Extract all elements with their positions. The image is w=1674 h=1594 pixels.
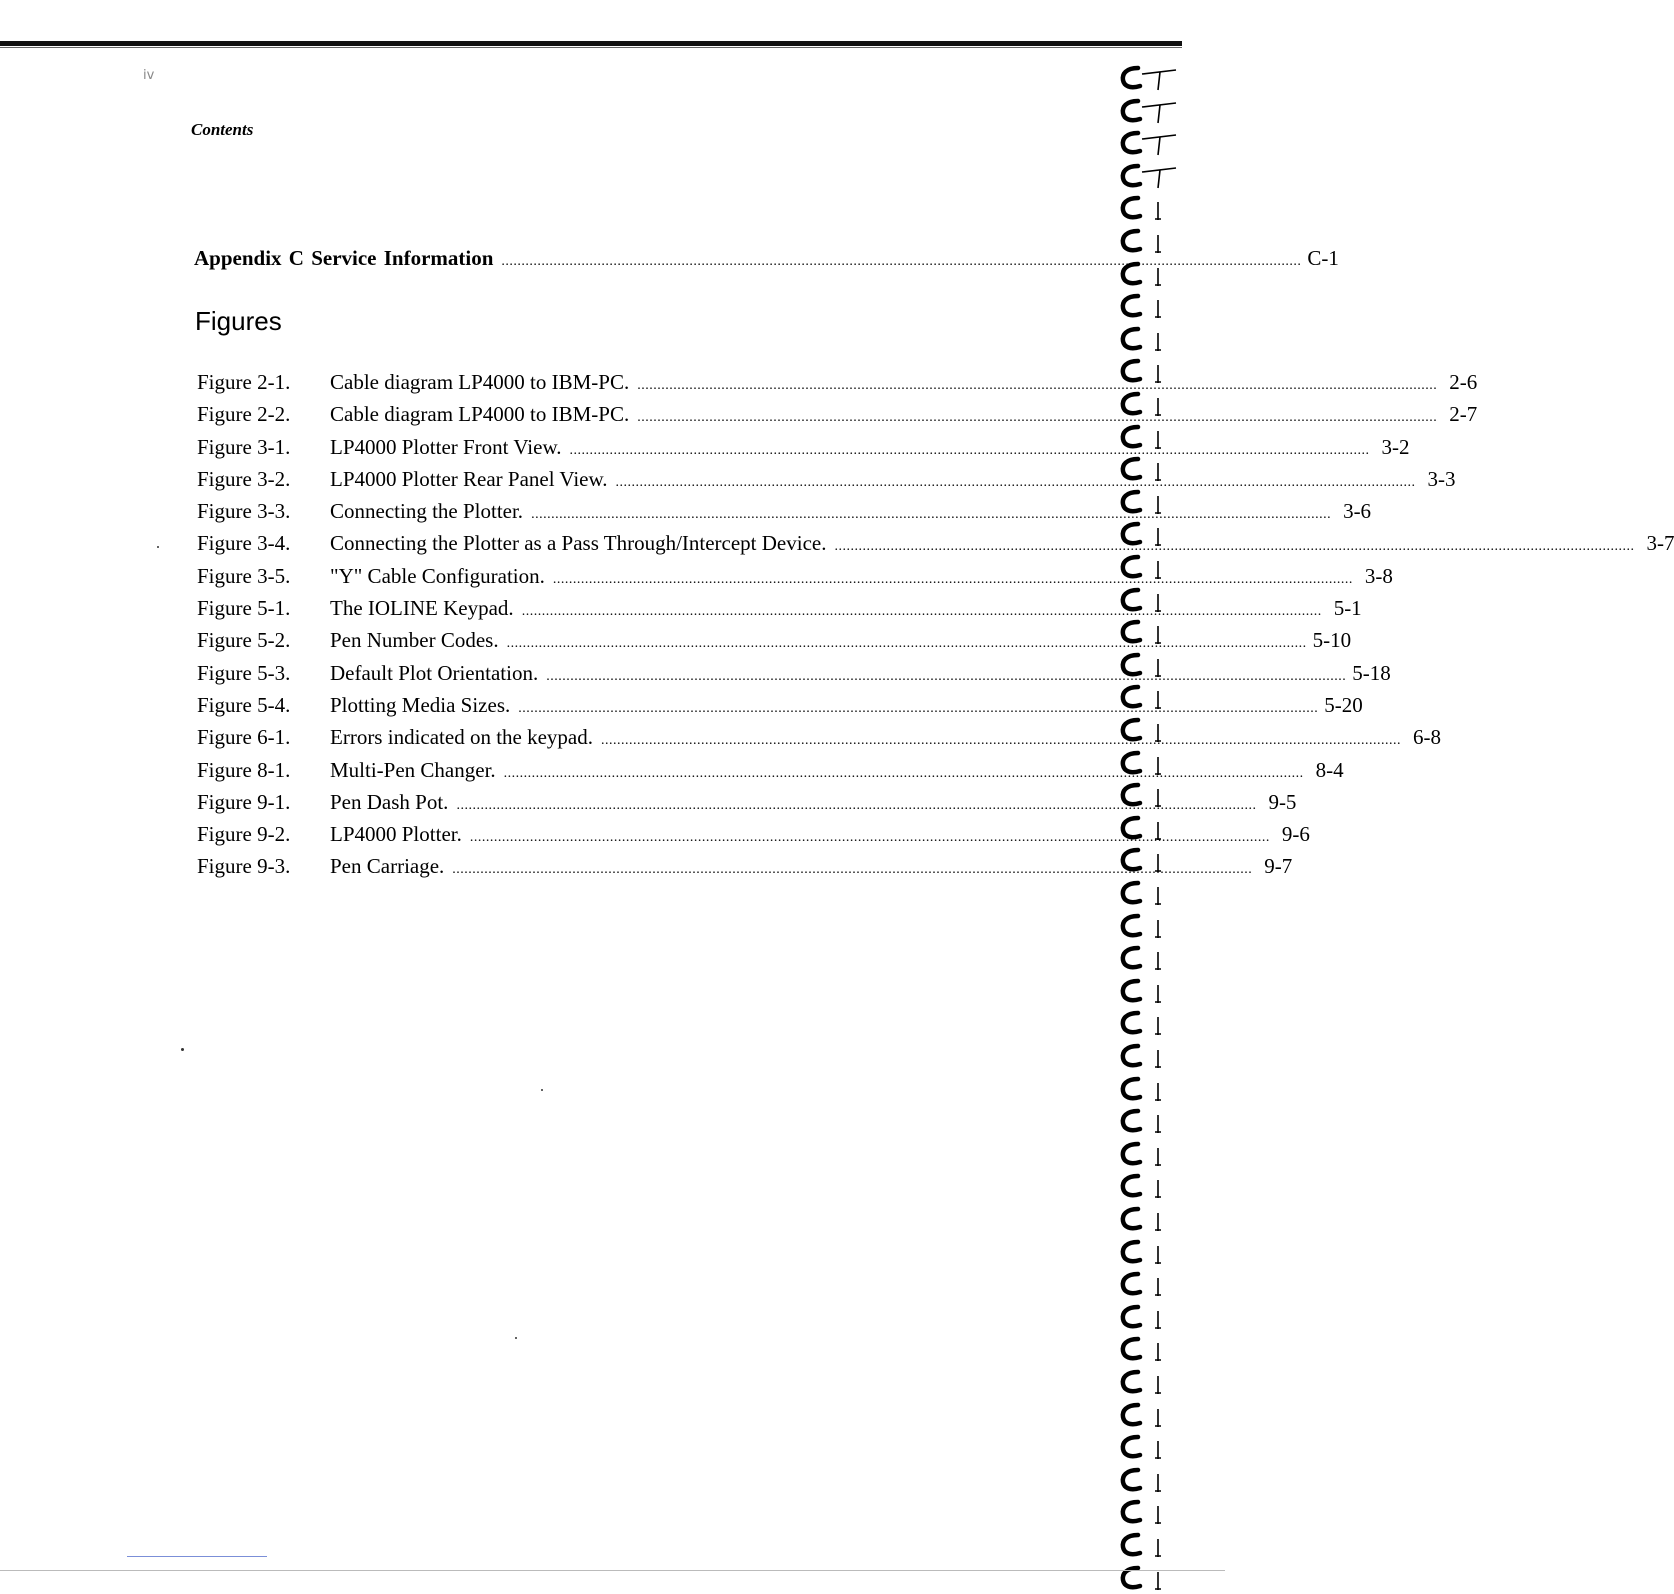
dot-leader: ........................................................................................................................................................................................................ — [637, 378, 1438, 393]
figure-label: Figure 5-4. — [197, 692, 291, 717]
appendix-page-number: C-1 — [1307, 246, 1339, 270]
figure-entry[interactable] — [197, 466, 1456, 499]
binding-ring — [1118, 194, 1184, 224]
figure-entry[interactable] — [197, 628, 1352, 660]
figure-entry[interactable] — [197, 692, 1363, 725]
dot-leader: ........................................................................................................................................................................................................ — [552, 571, 1353, 587]
figure-page-number: 9-7 — [1264, 854, 1293, 879]
stray-mark — [181, 1048, 184, 1051]
figure-label: Figure 3-4. — [197, 531, 291, 556]
figure-page-number: 3-2 — [1381, 434, 1410, 459]
dot-leader: ........................................................................................................................................................................................................ — [469, 830, 1270, 846]
figure-title: Pen Carriage. — [330, 854, 445, 879]
binding-ring — [1118, 977, 1184, 1007]
binding-ring — [1118, 1368, 1184, 1398]
dot-leader: ........................................................................................................................................................................................................ — [452, 862, 1253, 878]
figure-label: Figure 8-1. — [197, 757, 291, 782]
figure-list — [197, 370, 1674, 887]
appendix-c-entry[interactable] — [194, 246, 1339, 272]
dot-leader: ........................................................................................................................................................................................................ — [503, 765, 1304, 781]
dot-leader: ........................................................................................................................................................................................................ — [501, 254, 1302, 269]
binding-ring — [1118, 651, 1184, 681]
binding-ring — [1118, 1075, 1184, 1105]
binding-ring — [1118, 520, 1184, 550]
binding-ring — [1118, 716, 1184, 746]
binding-ring — [1118, 64, 1184, 94]
dot-leader: ........................................................................................................................................................................................................ — [521, 604, 1322, 620]
figure-page-number: 8-4 — [1315, 757, 1344, 782]
figure-page-number: 5-1 — [1333, 596, 1362, 621]
figure-title: Pen Number Codes. — [330, 628, 499, 653]
binding-ring — [1118, 879, 1184, 909]
dot-leader: ........................................................................................................................................................................................................ — [506, 636, 1307, 652]
figure-title: LP4000 Plotter. — [330, 822, 462, 847]
binding-ring — [1118, 1205, 1184, 1235]
figure-title: LP4000 Plotter Rear Panel View. — [330, 466, 608, 491]
stray-mark — [541, 1089, 543, 1091]
dot-leader: ........................................................................................................................................................................................................ — [601, 733, 1401, 749]
binding-ring — [1118, 1042, 1184, 1072]
binding-ring — [1118, 1564, 1184, 1594]
figure-label: Figure 3-1. — [197, 434, 291, 459]
binding-ring — [1118, 1498, 1184, 1528]
dot-leader: ........................................................................................................................................................................................................ — [637, 410, 1438, 426]
stray-mark — [157, 546, 159, 548]
figure-entry[interactable] — [197, 499, 1372, 531]
figure-page-number: 3-6 — [1343, 499, 1372, 524]
binding-ring — [1118, 1433, 1184, 1463]
binding-ring — [1118, 1335, 1184, 1365]
figure-page-number: 9-6 — [1281, 822, 1310, 847]
binding-ring — [1118, 390, 1184, 420]
figure-entry[interactable] — [197, 434, 1410, 467]
binding-ring — [1118, 553, 1184, 583]
figure-entry[interactable] — [197, 854, 1293, 886]
figure-entry[interactable] — [197, 596, 1362, 628]
figure-title: Cable diagram LP4000 to IBM-PC. — [330, 402, 630, 427]
binding-ring — [1118, 1140, 1184, 1170]
figure-title: Connecting the Plotter as a Pass Through/Intercept Device. — [330, 531, 827, 556]
running-head: Contents — [191, 120, 254, 139]
figures-heading: Figures — [195, 306, 282, 336]
figure-entry[interactable] — [197, 402, 1478, 434]
binding-ring — [1118, 357, 1184, 387]
figure-page-number: 5-10 — [1312, 628, 1352, 653]
appendix-title: Appendix C Service Information — [194, 246, 494, 270]
figure-title: Errors indicated on the keypad. — [330, 725, 593, 750]
figure-page-number: 3-3 — [1427, 466, 1456, 491]
figure-entry[interactable] — [197, 725, 1441, 757]
binding-ring — [1118, 814, 1184, 844]
figure-entry[interactable] — [197, 531, 1674, 563]
binding-ring — [1118, 683, 1184, 713]
figure-title: Default Plot Orientation. — [330, 660, 539, 685]
binding-ring — [1118, 129, 1184, 159]
figure-page-number: 3-8 — [1364, 563, 1393, 588]
figure-label: Figure 5-1. — [197, 596, 291, 621]
binding-ring — [1118, 618, 1184, 648]
figure-entry[interactable] — [197, 563, 1393, 596]
bottom-rule — [0, 1570, 1225, 1571]
binding-ring — [1118, 1401, 1184, 1431]
binding-ring — [1118, 1270, 1184, 1300]
binding-ring — [1118, 423, 1184, 453]
figure-label: Figure 5-3. — [197, 660, 291, 685]
binding-ring — [1118, 162, 1184, 192]
figure-page-number: 9-5 — [1268, 789, 1297, 814]
binding-ring — [1118, 1172, 1184, 1202]
figure-page-number: 2-7 — [1449, 402, 1478, 427]
binding-ring — [1118, 1238, 1184, 1268]
binding-ring — [1118, 912, 1184, 942]
figure-title: Pen Dash Pot. — [330, 789, 449, 814]
binding-ring — [1118, 1531, 1184, 1561]
binding-ring — [1118, 1303, 1184, 1333]
dot-leader: ........................................................................................................................................................................................................ — [834, 539, 1635, 555]
dot-leader: ........................................................................................................................................................................................................ — [569, 442, 1370, 458]
top-rule — [0, 41, 1182, 46]
figure-entry[interactable] — [197, 789, 1297, 822]
binding-ring — [1118, 781, 1184, 811]
figure-title: LP4000 Plotter Front View. — [330, 434, 562, 459]
figure-title: The IOLINE Keypad. — [330, 596, 514, 621]
figure-entry[interactable] — [197, 822, 1310, 854]
binding-ring — [1118, 260, 1184, 290]
figure-label: Figure 9-1. — [197, 789, 291, 814]
binding-ring — [1118, 1009, 1184, 1039]
binding-ring — [1118, 488, 1184, 518]
figure-label: Figure 6-1. — [197, 725, 291, 750]
figure-title: Plotting Media Sizes. — [330, 692, 511, 717]
dot-leader: ........................................................................................................................................................................................................ — [615, 474, 1416, 490]
spiral-binding — [1118, 52, 1193, 1585]
figure-page-number: 3-7 — [1646, 531, 1674, 556]
figure-label: Figure 3-3. — [197, 499, 291, 524]
figure-label: Figure 5-2. — [197, 628, 291, 653]
binding-ring — [1118, 97, 1184, 127]
binding-ring — [1118, 1107, 1184, 1137]
bottom-underline — [127, 1556, 267, 1557]
figure-entry[interactable] — [197, 757, 1344, 790]
binding-ring — [1118, 292, 1184, 322]
binding-ring — [1118, 749, 1184, 779]
figure-label: Figure 3-5. — [197, 563, 291, 588]
binding-ring — [1118, 586, 1184, 616]
figure-title: Connecting the Plotter. — [330, 499, 524, 524]
binding-ring — [1118, 846, 1184, 876]
dot-leader: ........................................................................................................................................................................................................ — [456, 797, 1257, 813]
dot-leader: ........................................................................................................................................................................................................ — [518, 700, 1319, 716]
binding-ring — [1118, 455, 1184, 485]
figure-label: Figure 9-3. — [197, 854, 291, 879]
dot-leader: ........................................................................................................................................................................................................ — [546, 668, 1347, 684]
figure-label: Figure 9-2. — [197, 822, 291, 847]
figure-entry[interactable] — [197, 370, 1478, 402]
figure-page-number: 2-6 — [1449, 370, 1478, 394]
figure-label: Figure 2-1. — [197, 370, 291, 394]
binding-ring — [1118, 944, 1184, 974]
figure-label: Figure 2-2. — [197, 402, 291, 427]
binding-ring — [1118, 227, 1184, 257]
figure-page-number: 5-20 — [1324, 692, 1363, 717]
binding-ring — [1118, 325, 1184, 355]
dot-leader: ........................................................................................................................................................................................................ — [531, 507, 1332, 523]
figure-label: Figure 3-2. — [197, 466, 291, 491]
figure-page-number: 6-8 — [1413, 725, 1441, 750]
figure-title: "Y" Cable Configuration. — [330, 563, 545, 588]
binding-ring — [1118, 1466, 1184, 1496]
corner-mark: iv — [143, 68, 155, 83]
stray-mark — [515, 1337, 517, 1339]
figure-title: Multi-Pen Changer. — [330, 757, 496, 782]
figure-title: Cable diagram LP4000 to IBM-PC. — [330, 370, 630, 394]
figure-entry[interactable] — [197, 660, 1391, 693]
top-rule-shadow — [0, 47, 1182, 48]
figure-page-number: 5-18 — [1352, 660, 1391, 685]
